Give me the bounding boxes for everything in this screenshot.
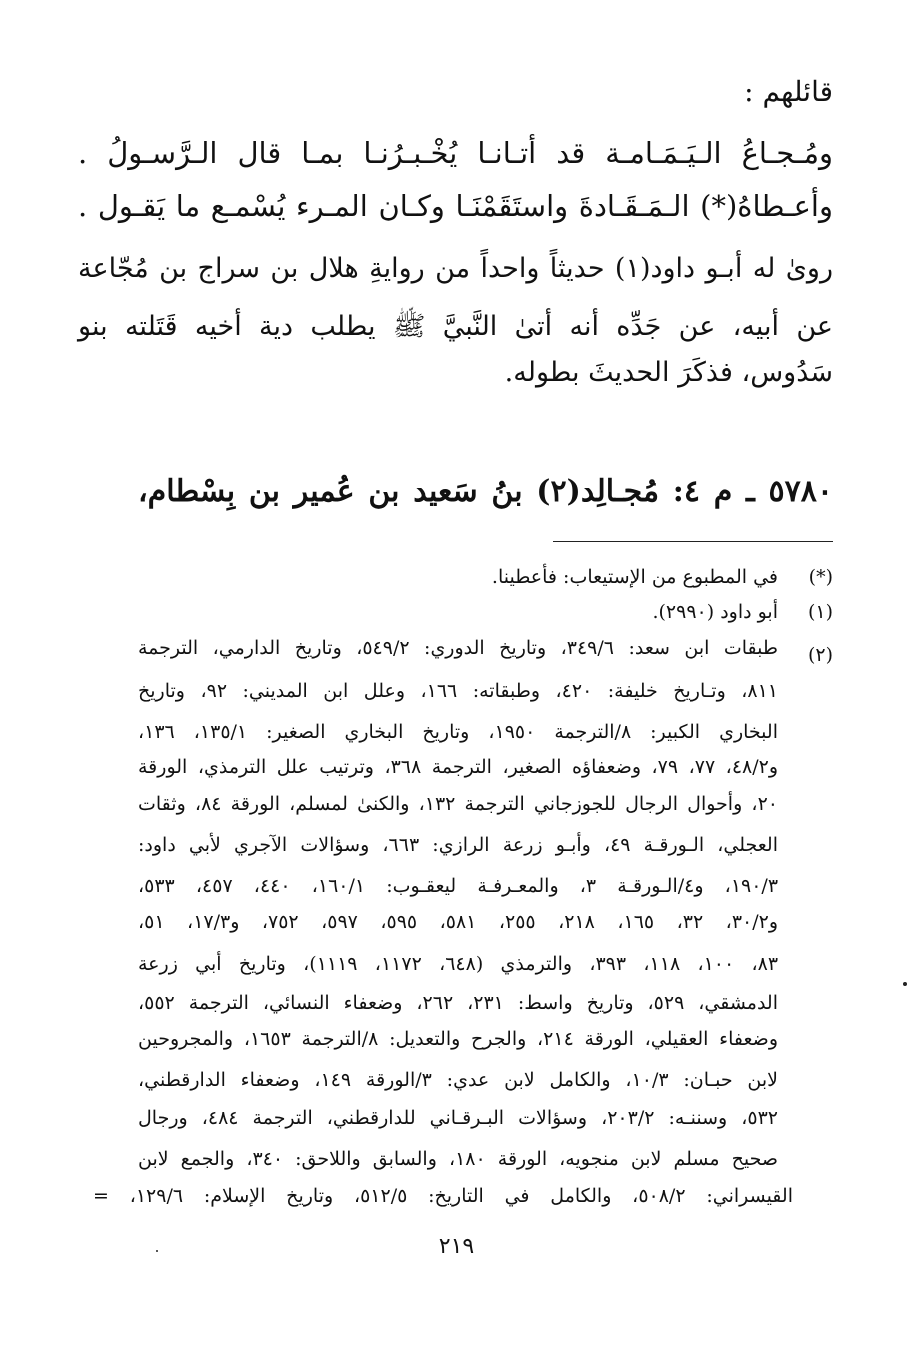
footnote-2-line: وضعفاء العقيلي، الورقة ٢١٤، والجرح والتعديل: ٨/الترجمة ١٦٥٣، والمجروحين (138, 1028, 778, 1050)
verse-line-1: ومُـجـاعُ الـيَـمَـامـة قد أتـانـا يُخْـبـرُنـا بمـا قال الـرَّسـولُ . (78, 136, 833, 170)
scan-speck (156, 1250, 158, 1252)
footnote-2-line: و٤٨/٢، ٧٧، ٧٩، وضعفاؤه الصغير، الترجمة ٣٦٨، وترتيب علل الترمذي، الورقة (138, 756, 779, 778)
paragraph-line-2: عن أبيه، عن جَدِّه أنه أتىٰ النَّبيَّ ﷺ يطلب دية أخيه قَتَلته بنو (78, 311, 833, 342)
footnote-2-line: الدمشقي، ٥٢٩، وتاريخ واسط: ٢٣١، ٢٦٢، وضعفاء النسائي، الترجمة ٥٥٢، (138, 992, 778, 1014)
footnote-2-line: ٥٣٢، وسننـه: ٢٠٣/٢، وسؤالات البـرقـاني للدارقطني، الترجمة ٤٨٤، ورجال (138, 1107, 778, 1129)
verse-line-2: وأعـطاهُ(*) الـمَـقَـادةَ واستَقَمْنَـا وكـان المـرء يُسْمـع ما يَقـول . (78, 189, 833, 223)
section-heading: قائلهم : (744, 75, 833, 108)
entry-title: ٥٧٨٠ ـ م ٤: مُجـالِد(٢) بنُ سَعيد بن عُمير بن بِسْطام، (138, 474, 833, 509)
paragraph-line-1: روىٰ له أبـو داود(١) حديثاً واحداً من روايةِ هلال بن سراج بن مُجّاعة (78, 253, 833, 284)
footnote-marker-2: (٢) (807, 644, 833, 666)
footnote-1-text: أبو داود (٢٩٩٠). (652, 601, 778, 623)
footnote-2-line: القيسراني: ٥٠٨/٢، والكامل في التاريخ: ٥١٢/٥، وتاريخ الإسلام: ١٢٩/٦، = (93, 1185, 793, 1207)
footnote-2-line: ٨٣، ١٠٠، ١١٨، ٣٩٣، والترمذي (٦٤٨، ١١٧٢، ١١١٩)، وتاريخ أبي زرعة (138, 953, 779, 975)
footnote-2-line: ٨١١، وتـاريخ خليفة: ٤٢٠، وطبقاته: ١٦٦، وعلل ابن المديني: ٩٢، وتاريخ (138, 680, 779, 702)
footnote-2-line: طبقات ابن سعد: ٣٤٩/٦، وتاريخ الدوري: ٥٤٩/٢، وتاريخ الدارمي، الترجمة (138, 637, 778, 659)
footnote-2-line: ٢٠، وأحوال الرجال للجوزجاني الترجمة ١٣٢، والكنىٰ لمسلم، الورقة ٨٤، وثقات (138, 793, 778, 815)
footnote-2-line: العجلي، الـورقـة ٤٩، وأبـو زرعة الرازي: ٦٦٣، وسؤالات الآجري لأبي داود: (138, 834, 778, 856)
page-number: ٢١٩ (438, 1234, 475, 1259)
footnote-2-line: ١٩٠/٣، و٤/الـورقـة ٣، والمعـرفـة ليعقـوب: ١٦٠/١، ٤٤٠، ٤٥٧، ٥٣٣، (138, 875, 779, 897)
footnote-marker-1: (١) (807, 601, 833, 623)
scan-speck (903, 982, 907, 986)
footnote-marker-star: (*) (808, 566, 833, 588)
footnote-star-text: في المطبوع من الإستيعاب: فأعطينا. (491, 566, 778, 588)
paragraph-line-3: سَدُوس، فذكَرَ الحديثَ بطوله. (504, 357, 833, 388)
footnote-2-line: لابن حبـان: ١٠/٣، والكامل لابن عدي: ٣/الورقة ١٤٩، وضعفاء الدارقطني، (138, 1069, 778, 1091)
footnote-2-line: و٣٠/٢، ٣٢، ١٦٥، ٢١٨، ٢٥٥، ٥٨١، ٥٩٥، ٥٩٧، ٧٥٢، و١٧/٣، ٥١، (138, 911, 779, 933)
footnote-divider (553, 541, 833, 542)
footnote-2-line: صحيح مسلم لابن منجويه، الورقة ١٨٠، والسابق واللاحق: ٣٤٠، والجمع لابن (138, 1148, 778, 1170)
footnote-2-line: البخاري الكبير: ٨/الترجمة ١٩٥٠، وتاريخ البخاري الصغير: ١٣٥/١، ١٣٦، (138, 721, 778, 743)
